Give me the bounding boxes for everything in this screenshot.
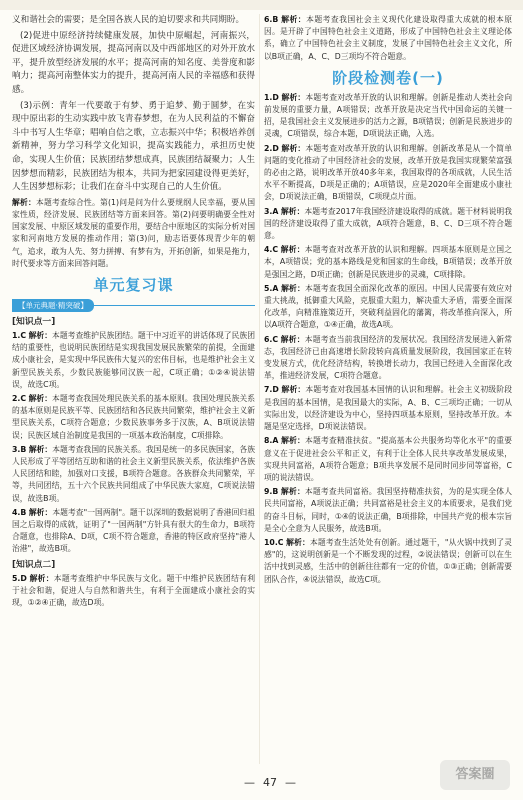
banner-label: 【单元典题·精突破】 (12, 299, 94, 312)
answer-item: 6.C 解析：本题考查当前我国经济的发展状况。我国经济发展进入新常态，我国经济已由高速增长阶段转向高质量发展阶段，我国国家正在转变发展方式，优化经济结构，转换增长动力，我国已经进入全面深化改革，推进经济发展，C项符合题意。 (264, 334, 513, 381)
answer-item: 3.B 解析：本题考查我国的民族关系。我国是统一的多民族国家，各族人民形成了平等团结互助和谐的社会主义新型民族关系，依法维护各族人民团结和睦，加强对口支援，B项符合题意。各族群众共同繁荣，平等，共同团结，五十六个民族共同组成了中华民族大家庭，C项说法错误，故选B项。 (12, 444, 256, 503)
answer-item: 8.A 解析：本题考查精准扶贫。"提高基本公共服务均等化水平"的重要意义在于促进社会公平和正义，有利于让全体人民共享改革发展成果，实现共同富裕，A项符合题意；B项共享发展不是同时同步同等富裕，C项的说法错误。 (264, 436, 513, 482)
left-paragraph-2: (2)促进中原经济持续健康发展，加快中原崛起，河南振兴，促进区域经济协调发展，提高河南以及中西部地区的对外开放水平，提升放型经济发展的水平；提高河南的知名度、美誉度和影响力；提高河南整体实力的提升，提高河南人民的幸福感和获得感。 (12, 30, 255, 95)
unit-review-title: 单元复习课 (93, 275, 174, 294)
section-banner (12, 299, 255, 312)
answer-item: 1.C 解析：本题考查维护民族团结。题干中习近平的讲话体现了民族团结的重要性，也说明民族团结是实现我国发展民族繁荣的前提，全面建成小康社会，是实现中华民族伟大复兴的宏伟目标，也是维护社会主义新型民族关系，少数民族能够同汉族一起，C项正确；①②④说法错误，故选C项。 (12, 330, 256, 389)
answer-item: 9.B 解析：本题考查共同富裕。我国坚持精准扶贫，为的是实现全体人民共同富裕，A项说法正确；共同富裕是社会主义的本质要求，是我们党的奋斗目标，同时，①④的说法正确，B项排除，中国共产党的根本宗旨是全心全意为人民服务，故选B项。 (264, 487, 513, 533)
stage-test-title: 阶段检测卷(一) (332, 68, 444, 87)
left-analysis: 解析：本题考查综合性。第(1)问是问为什么要规纲人民幸福，要从国家性质，经济发展、民族团结等方面来回答。第(2)问要明确要全性对国家发展、中原区域发展的重要作用，要结合中原地区的实际分析对国家和河南地方发展的推动作用；第(3)问，励志语要体现青少年的朝气，追求，敢为人先、努力拼搏、有梦有为，开拓创新，如果是拖力，时代要求等方面来回答问题。 (12, 197, 255, 268)
watermark-logo: 答案圈 (440, 760, 510, 790)
answer-item: 6.B 解析：本题考查我国社会主义现代化建设取得重大成就的根本原因。是开辟了中国特色社会主义道路，形成了中国特色社会主义理论体系，确立了中国特色社会主义制度，发展了中国特色社会主义文化，所以B项正确，A、C、D三项均不符合题意。 (264, 15, 513, 61)
answer-item: 7.D 解析：本题考查对我国基本国情的认识和理解。社会主义初级阶段是我国的基本国情，是我国最大的实际，A、B、C三项均正确；一切从实际出发，以经济建设为中心，坚持四项基本原则，坚持改革开放。本题是坚定选择，D项说法错误。 (264, 385, 513, 432)
left-paragraph-1: 义和谐社会的需要；是全国各族人民的迫切要求和共同期盼。 (12, 15, 245, 25)
left-column (12, 14, 255, 611)
answer-item: 3.A 解析：本题考查2017年我国经济建设取得的成就。题干材料说明我国的经济建设取得了重大成就，A项符合题意，B、C、D三项不符合题意。 (264, 206, 513, 241)
answer-item: 5.D 解析：本题考查维护中华民族与文化。题干中维护民族团结有利于社会和谐，促进人与自然和谐共生，有利于全面建成小康社会的实现，①②④正确，故选D项。 (12, 573, 256, 607)
answer-item: 1.D 解析：本题考查对改革开放的认识和理解。创新是推动人类社会向前发展的重要力量，A项错误；改革开放是决定当代中国命运的关键一招，是我国社会主义发展进步的活力之源，B项错误；创新是民族进步的灵魂，C项错误，综合本题，D项说法正确，入选。 (264, 92, 513, 139)
answer-item: 4.C 解析：本题考查对改革开放的认识和理解。四项基本原则是立国之本，A项错误；党的基本路线是党和国家的生命线，B项错误；改革开放是强国之路，D项正确；创新是民族进步的灵魂，C项排除。 (264, 245, 513, 279)
top-strip (0, 0, 523, 10)
answer-item: 2.D 解析：本题考查对改革开放的认识和理解。创新改革是从一个简单问题的变化推动了中国经济社会的发展，改革开放是我国实现繁荣富强的必由之路，说明改革开放40多年来，我国取得的各项成就，人民生活水平不断提高，D项是正确的；A项错误，应是2020年全面建成小康社会，D项说法正确，B项错误，C项现点片面。 (264, 143, 513, 202)
column-divider (259, 14, 260, 764)
answer-item: 10.C 解析：本题考查生活处处有创新。通过题干，"从火锅中找到了灵感"的，这说明创新是一个不断发现的过程，②说法错误；创新可以在生活中找到灵感，生活中的创新往往都有一定的价值，①③正确；创新需要团队合作，④说法错误，故选C项。 (264, 537, 512, 584)
knowledge-point-2: [知识点二] (12, 559, 56, 570)
answer-item: 5.A 解析：本题考查我国全面深化改革的原因。中国人民需要有效应对重大挑战，抵御重大风险，克服重大阻力，解决重大矛盾，需要全面深化改革，向精准施策迈开，突破利益固化的藩篱，将改革推向深入，所以A项符合题意，①④正确，故选A项。 (264, 283, 512, 330)
answer-item: 2.C 解析：本题考查我国处理民族关系的基本原则。我国处理民族关系的基本原则是民族平等、民族团结和各民族共同繁荣，维护社会主义新型民族关系，C项符合题意；少数民族事务多于汉族，A、B项说法错误；民族区域自治制度是我国的一项基本政治制度，C项排除。 (12, 393, 256, 440)
knowledge-point-1: [知识点一] (12, 316, 56, 327)
page-number: — 47 — (244, 776, 296, 789)
answer-item: 4.B 解析：本题考查"一国两制"。题干以深圳的数据说明了香港回归祖国之后取得的成就，证明了"一国两制"方针具有很大的生命力，B项符合题意，也排除A、D项，C项不符合题意，香港的特区政府坚持"港人治港"，故选B项。 (12, 507, 256, 554)
left-paragraph-3: (3)示例：青年一代要敢于有梦、勇于追梦、勤于圆梦，在实现中原出彩的生动实践中放飞青春梦想，在为人民利益的不懈奋斗中书写人生华章；唱响自信之歌，立志振兴中华；积极培养创新精神，努力学习科学文化知识，提高实践能力，承担历史使命，实现人生价值；民族团结梦想成真，民族团结凝聚力；人生因梦想而精彩，民族团结为根本，共同为把家园建设得更美好，人生因梦想标彩；让我们在奋斗中实现自己的人生价值。 (12, 100, 255, 193)
banner-line (94, 305, 255, 306)
right-column (264, 14, 512, 588)
